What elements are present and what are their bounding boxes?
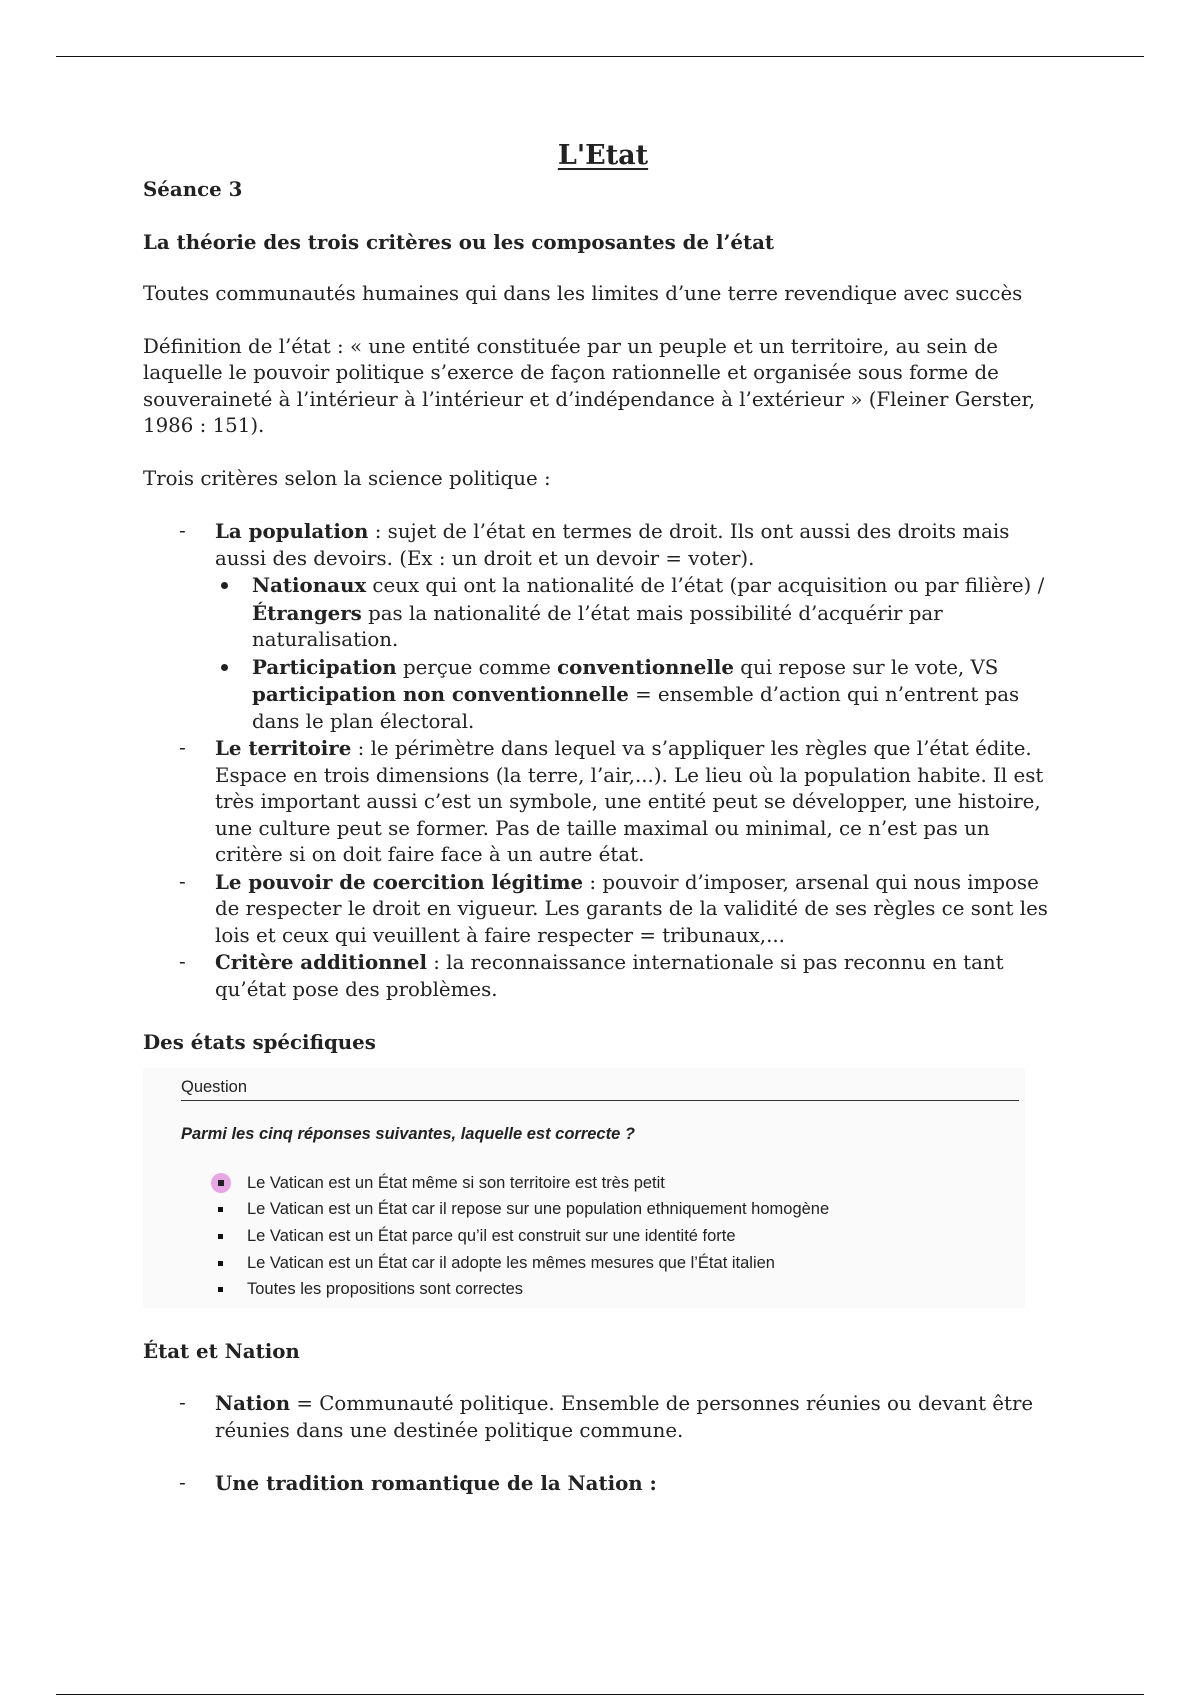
quiz-option-2[interactable]: Le Vatican est un État car il repose sur une population ethniquement homogène	[215, 1196, 829, 1223]
intro-paragraph: Toutes communautés humaines qui dans les limites d’une terre revendique avec succès	[143, 282, 1023, 305]
list-item-territoire: - Le territoire : le périmètre dans lequel va s’appliquer les règles que l’état édite. Espace en trois dimensions (la terre, l’air,...). Le lieu où la population habite. Il est très important aussi c’est un symbole, une entité peut se développer, une histoire, une culture peut se former. Pas de taille maximal ou minimal, ce n’est pas un critère si on doit faire face à un autre état.	[143, 735, 1063, 869]
criteria-intro: Trois critères selon la science politique :	[143, 466, 551, 490]
section-heading-etat-nation: État et Nation	[143, 1338, 300, 1363]
list-item-tradition: - Une tradition romantique de la Nation :	[143, 1470, 1063, 1498]
list-item-population: - La population : sujet de l’état en termes de droit. Ils ont aussi des droits mais aussi des devoirs. (Ex : un droit et un devoir = voter). Nationaux ceux qui ont la nationalité de l’état (par acquisition ou par filière) / Étrangers pas la nationalité de l’état mais possibilité d’acquérir par naturalisation. Participation perçue comme conventionnelle qui repose sur le vote, VS participation non conventionnelle = ensemble d’action qui n’entrent pas dans le plan électoral.	[143, 518, 1063, 735]
definition-paragraph: Définition de l’état : « une entité constituée par un peuple et un territoire, au sein de laquelle le pouvoir politique s’exerce de façon rationnelle et organisée sous forme de souveraineté à l’intérieur à l’intérieur et d’indépendance à l’extérieur » (Fleiner Gerster, 1986 : 151).	[143, 334, 1036, 437]
quiz-option-5[interactable]: Toutes les propositions sont correctes	[215, 1276, 829, 1303]
nation-list	[143, 1390, 1063, 1444]
criteria-list	[143, 518, 1063, 1003]
page-title: L'Etat	[557, 140, 649, 171]
quiz-option-3[interactable]: Le Vatican est un État parce qu’il est construit sur une identité forte	[215, 1223, 829, 1250]
top-rule	[56, 56, 1144, 57]
list-item-additionnel: - Critère additionnel : la reconnaissance internationale si pas reconnu en tant qu’état pose des problèmes.	[143, 949, 1063, 1003]
quiz-option-1[interactable]: Le Vatican est un État même si son territoire est très petit	[215, 1170, 829, 1197]
selected-radio-icon[interactable]	[211, 1173, 231, 1193]
tradition-list	[143, 1470, 1063, 1498]
section-heading-specific-states: Des états spécifiques	[143, 1030, 376, 1054]
quiz-divider	[181, 1100, 1019, 1101]
list-item-pouvoir: - Le pouvoir de coercition légitime : pouvoir d’imposer, arsenal qui nous impose de respecter le droit en vigueur. Les garants de la validité de ses règles ce sont les lois et ceux qui veuillent à faire respecter = tribunaux,...	[143, 869, 1063, 950]
section-heading-criteria: La théorie des trois critères ou les composantes de l’état	[143, 229, 775, 254]
bottom-rule	[56, 1694, 1144, 1695]
list-item-nationaux: Nationaux ceux qui ont la nationalité de l’état (par acquisition ou par filière) / Étrangers pas la nationalité de l’état mais possibilité d’acquérir par naturalisation.	[215, 572, 1063, 654]
population-sublist	[215, 572, 1063, 735]
quiz-options	[215, 1170, 829, 1304]
list-item-participation: Participation perçue comme conventionnelle qui repose sur le vote, VS participation non conventionnelle = ensemble d’action qui n’entrent pas dans le plan électoral.	[215, 654, 1063, 736]
session-label: Séance 3	[143, 177, 243, 201]
document-body	[143, 140, 1063, 1498]
quiz-question-box	[143, 1068, 1025, 1308]
list-item-nation: - Nation = Communauté politique. Ensemble de personnes réunies ou devant être réunies dans une destinée politique commune.	[143, 1390, 1063, 1444]
quiz-question: Parmi les cinq réponses suivantes, laquelle est correcte ?	[181, 1124, 635, 1143]
quiz-label: Question	[181, 1077, 248, 1096]
quiz-option-4[interactable]: Le Vatican est un État car il adopte les mêmes mesures que l’État italien	[215, 1250, 829, 1277]
